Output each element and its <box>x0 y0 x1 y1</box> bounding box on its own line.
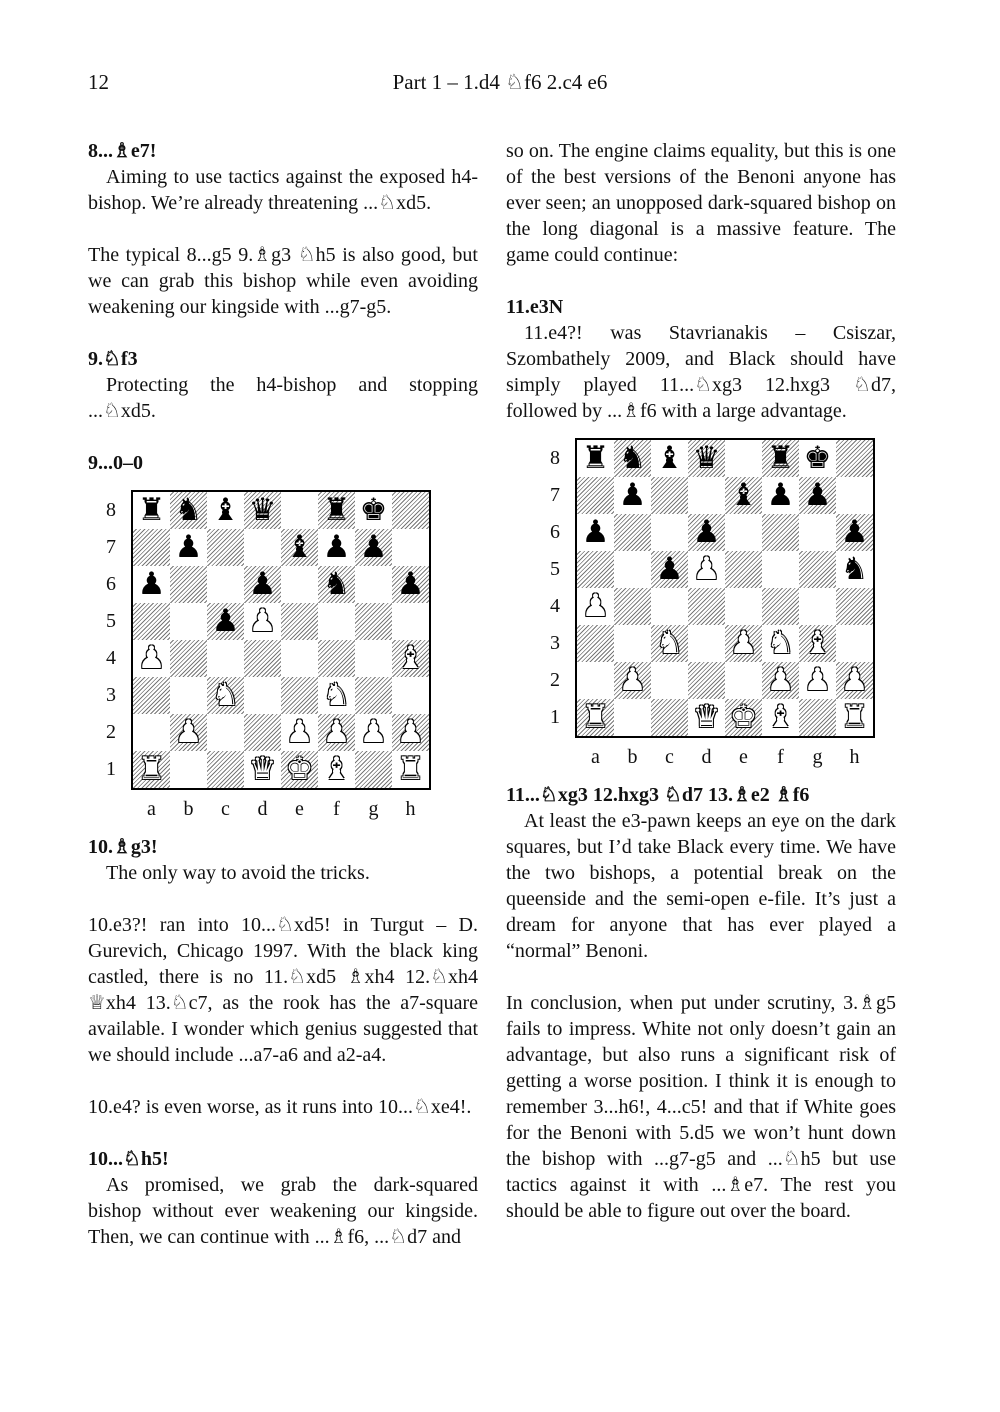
white-pawn-icon: ♟ <box>692 551 721 587</box>
file-label: a <box>147 798 156 820</box>
move-heading: 9...0–0 <box>88 452 143 474</box>
chess-board <box>575 438 875 738</box>
board-square <box>244 529 281 566</box>
paragraph: The typical 8...g5 9.♗g3 ♘h5 is also good, but we can grab this bishop while even avoiding weakening our kingside with ...g7-g5. <box>88 244 478 318</box>
board-square <box>133 714 170 751</box>
paragraph: Protecting the h4-bishop and stopping ...♘xd5. <box>88 374 478 422</box>
board-square <box>170 640 207 677</box>
board-square <box>799 551 836 588</box>
board-square <box>392 529 429 566</box>
chess-diagram-2 <box>506 438 896 778</box>
board-square <box>651 477 688 514</box>
black-bishop-icon: ♝ <box>211 492 240 528</box>
board-square <box>651 588 688 625</box>
file-label: d <box>701 746 712 768</box>
move-heading: 10.♗g3! <box>88 836 158 858</box>
white-pawn-icon: ♟ <box>248 603 277 639</box>
white-pawn-icon: ♟ <box>137 640 166 676</box>
rank-label: 2 <box>106 721 116 743</box>
board-square <box>651 699 688 736</box>
page-number: 12 <box>88 70 109 94</box>
board-square <box>355 677 392 714</box>
white-pawn-icon: ♟ <box>729 625 758 661</box>
rank-label: 6 <box>550 521 560 543</box>
board-square <box>614 699 651 736</box>
black-knight-icon: ♞ <box>840 551 869 587</box>
black-pawn-icon: ♟ <box>211 603 240 639</box>
file-label: a <box>591 746 600 768</box>
white-pawn-icon: ♟ <box>803 662 832 698</box>
board-square <box>799 514 836 551</box>
paragraph: 10.e3?! ran into 10...♘xd5! in Turgut – D. Gurevich, Chicago 1997. With the black king castled, there is no 11.♘xd5 ♗xh4 12.♘xh4 ♕xh4 13.♘c7, as the rook has the a7-square available. I wonder which genius suggested that we should include ...a7-a6 and a2-a4. <box>88 914 478 1066</box>
board-square <box>836 625 873 662</box>
board-square <box>133 529 170 566</box>
white-knight-icon: ♞ <box>211 677 240 713</box>
board-square <box>836 588 873 625</box>
white-rook-icon: ♜ <box>396 751 425 787</box>
board-square <box>762 588 799 625</box>
board-square <box>836 440 873 477</box>
board-square <box>614 625 651 662</box>
black-bishop-icon: ♝ <box>655 440 684 476</box>
rank-label: 7 <box>550 484 560 506</box>
file-label: c <box>665 746 674 768</box>
board-square <box>281 492 318 529</box>
board-square <box>281 677 318 714</box>
paragraph: As promised, we grab the dark-squared bishop without ever weakening our kingside. Then, we can continue with ...♗f6, ...♘d7 and <box>88 1174 478 1248</box>
board-square <box>688 588 725 625</box>
board-square <box>725 662 762 699</box>
board-square <box>836 477 873 514</box>
white-pawn-icon: ♟ <box>322 714 351 750</box>
board-square <box>281 566 318 603</box>
move-heading: 10...♘h5! <box>88 1148 169 1170</box>
file-label: e <box>295 798 304 820</box>
rank-label: 1 <box>550 706 560 728</box>
white-rook-icon: ♜ <box>581 699 610 735</box>
board-square <box>170 751 207 788</box>
black-pawn-icon: ♟ <box>618 477 647 513</box>
black-king-icon: ♚ <box>803 440 832 476</box>
rank-label: 3 <box>550 632 560 654</box>
black-pawn-icon: ♟ <box>248 566 277 602</box>
board-square <box>207 751 244 788</box>
board-square <box>762 514 799 551</box>
black-pawn-icon: ♟ <box>581 514 610 550</box>
board-square <box>318 640 355 677</box>
chess-diagram-1 <box>88 490 478 830</box>
black-pawn-icon: ♟ <box>174 529 203 565</box>
file-label: g <box>812 746 823 768</box>
paragraph: At least the e3-pawn keeps an eye on the dark squares, but I’d take Black every time. We have the two bishops, a potential break on the queenside and the semi-open e-file. It’s just a dream for anyone that has ever played a “normal” Benoni. <box>506 810 896 962</box>
white-rook-icon: ♜ <box>840 699 869 735</box>
black-rook-icon: ♜ <box>581 440 610 476</box>
white-bishop-icon: ♝ <box>766 699 795 735</box>
white-pawn-icon: ♟ <box>359 714 388 750</box>
white-pawn-icon: ♟ <box>174 714 203 750</box>
black-pawn-icon: ♟ <box>655 551 684 587</box>
white-knight-icon: ♞ <box>766 625 795 661</box>
black-queen-icon: ♛ <box>692 440 721 476</box>
board-square <box>577 551 614 588</box>
white-rook-icon: ♜ <box>137 751 166 787</box>
white-king-icon: ♚ <box>729 699 758 735</box>
white-bishop-icon: ♝ <box>322 751 351 787</box>
white-queen-icon: ♛ <box>692 699 721 735</box>
paragraph: so on. The engine claims equality, but this is one of the best versions of the Benoni anyone has ever seen; an unopposed dark-squared bishop on the long diagonal is a massive feature. The game could continue: <box>506 140 896 266</box>
board-square <box>688 662 725 699</box>
board-square <box>688 477 725 514</box>
running-title: Part 1 – 1.d4 ♘f6 2.c4 e6 <box>392 70 608 94</box>
file-label: d <box>257 798 268 820</box>
board-square <box>244 640 281 677</box>
board-square <box>725 551 762 588</box>
board-square <box>170 566 207 603</box>
black-rook-icon: ♜ <box>322 492 351 528</box>
board-square <box>355 603 392 640</box>
rank-label: 6 <box>106 573 116 595</box>
board-square <box>207 640 244 677</box>
file-label: b <box>183 798 194 820</box>
board-square <box>392 603 429 640</box>
white-queen-icon: ♛ <box>248 751 277 787</box>
white-pawn-icon: ♟ <box>581 588 610 624</box>
black-pawn-icon: ♟ <box>137 566 166 602</box>
black-bishop-icon: ♝ <box>729 477 758 513</box>
board-square <box>614 551 651 588</box>
board-square <box>725 440 762 477</box>
black-knight-icon: ♞ <box>174 492 203 528</box>
board-square <box>207 529 244 566</box>
black-queen-icon: ♛ <box>248 492 277 528</box>
black-pawn-icon: ♟ <box>396 566 425 602</box>
black-rook-icon: ♜ <box>137 492 166 528</box>
rank-label: 1 <box>106 758 116 780</box>
black-bishop-icon: ♝ <box>285 529 314 565</box>
paragraph: 11.e4?! was Stavrianakis – Csiszar, Szombathely 2009, and Black should have simply played 11...♘xg3 12.hxg3 ♘d7, followed by ...♗f6 with a large advantage. <box>506 322 896 422</box>
board-square <box>577 662 614 699</box>
rank-label: 4 <box>106 647 116 669</box>
file-label: f <box>333 798 340 820</box>
black-rook-icon: ♜ <box>766 440 795 476</box>
white-pawn-icon: ♟ <box>766 662 795 698</box>
board-square <box>207 566 244 603</box>
file-label: f <box>777 746 784 768</box>
board-square <box>799 699 836 736</box>
move-heading: 11.e3N <box>506 296 564 318</box>
board-square <box>355 566 392 603</box>
rank-label: 8 <box>106 499 116 521</box>
black-pawn-icon: ♟ <box>322 529 351 565</box>
board-square <box>244 714 281 751</box>
board-square <box>577 477 614 514</box>
move-heading: 8...♗e7! <box>88 140 157 162</box>
board-square <box>392 492 429 529</box>
rank-label: 4 <box>550 595 560 617</box>
board-square <box>762 551 799 588</box>
board-square <box>614 588 651 625</box>
black-king-icon: ♚ <box>359 492 388 528</box>
rank-label: 3 <box>106 684 116 706</box>
board-square <box>799 588 836 625</box>
paragraph: The only way to avoid the tricks. <box>106 862 370 884</box>
chess-board <box>131 490 431 790</box>
board-square <box>355 640 392 677</box>
black-pawn-icon: ♟ <box>692 514 721 550</box>
paragraph: Aiming to use tactics against the exposed h4-bishop. We’re already threatening ...♘xd5. <box>88 166 478 214</box>
board-square <box>355 751 392 788</box>
file-label: g <box>368 798 379 820</box>
white-pawn-icon: ♟ <box>840 662 869 698</box>
board-square <box>577 625 614 662</box>
rank-label: 7 <box>106 536 116 558</box>
black-pawn-icon: ♟ <box>840 514 869 550</box>
board-square <box>651 514 688 551</box>
white-knight-icon: ♞ <box>655 625 684 661</box>
board-square <box>614 514 651 551</box>
white-pawn-icon: ♟ <box>618 662 647 698</box>
move-heading: 9.♘f3 <box>88 348 138 370</box>
white-bishop-icon: ♝ <box>803 625 832 661</box>
board-square <box>688 625 725 662</box>
page-header <box>0 70 1000 100</box>
board-square <box>133 677 170 714</box>
board-square <box>725 588 762 625</box>
white-pawn-icon: ♟ <box>396 714 425 750</box>
board-square <box>133 603 170 640</box>
rank-label: 5 <box>106 610 116 632</box>
file-label: b <box>627 746 638 768</box>
board-square <box>244 677 281 714</box>
white-king-icon: ♚ <box>285 751 314 787</box>
board-square <box>725 514 762 551</box>
black-knight-icon: ♞ <box>322 566 351 602</box>
white-knight-icon: ♞ <box>322 677 351 713</box>
black-knight-icon: ♞ <box>618 440 647 476</box>
board-square <box>170 603 207 640</box>
white-bishop-icon: ♝ <box>396 640 425 676</box>
file-label: c <box>221 798 230 820</box>
right-column <box>506 138 896 1224</box>
black-pawn-icon: ♟ <box>359 529 388 565</box>
board-square <box>651 662 688 699</box>
file-label: h <box>849 746 860 768</box>
board-square <box>207 714 244 751</box>
paragraph: In conclusion, when put under scrutiny, 3.♗g5 fails to impress. White not only doesn’t gain an advantage, but also runs a significant risk of getting a worse position. I think it is enough to remember 3...h6!, 4...c5! and that if White goes for the Benoni with 5.d5 we won’t hunt down the bishop with ...g7-g5 and ...♘h5 but use tactics against it with ...♗e7. The rest you should be able to figure out over the board. <box>506 992 896 1222</box>
black-pawn-icon: ♟ <box>766 477 795 513</box>
rank-label: 8 <box>550 447 560 469</box>
board-square <box>170 677 207 714</box>
file-label: e <box>739 746 748 768</box>
board-square <box>281 603 318 640</box>
rank-label: 2 <box>550 669 560 691</box>
rank-label: 5 <box>550 558 560 580</box>
board-square <box>392 677 429 714</box>
file-label: h <box>405 798 416 820</box>
white-pawn-icon: ♟ <box>285 714 314 750</box>
move-heading: 11...♘xg3 12.hxg3 ♘d7 13.♗e2 ♗f6 <box>506 784 810 806</box>
black-pawn-icon: ♟ <box>803 477 832 513</box>
board-square <box>318 603 355 640</box>
board-square <box>281 640 318 677</box>
left-column <box>88 138 478 1250</box>
paragraph: 10.e4? is even worse, as it runs into 10...♘xe4!. <box>88 1096 472 1118</box>
